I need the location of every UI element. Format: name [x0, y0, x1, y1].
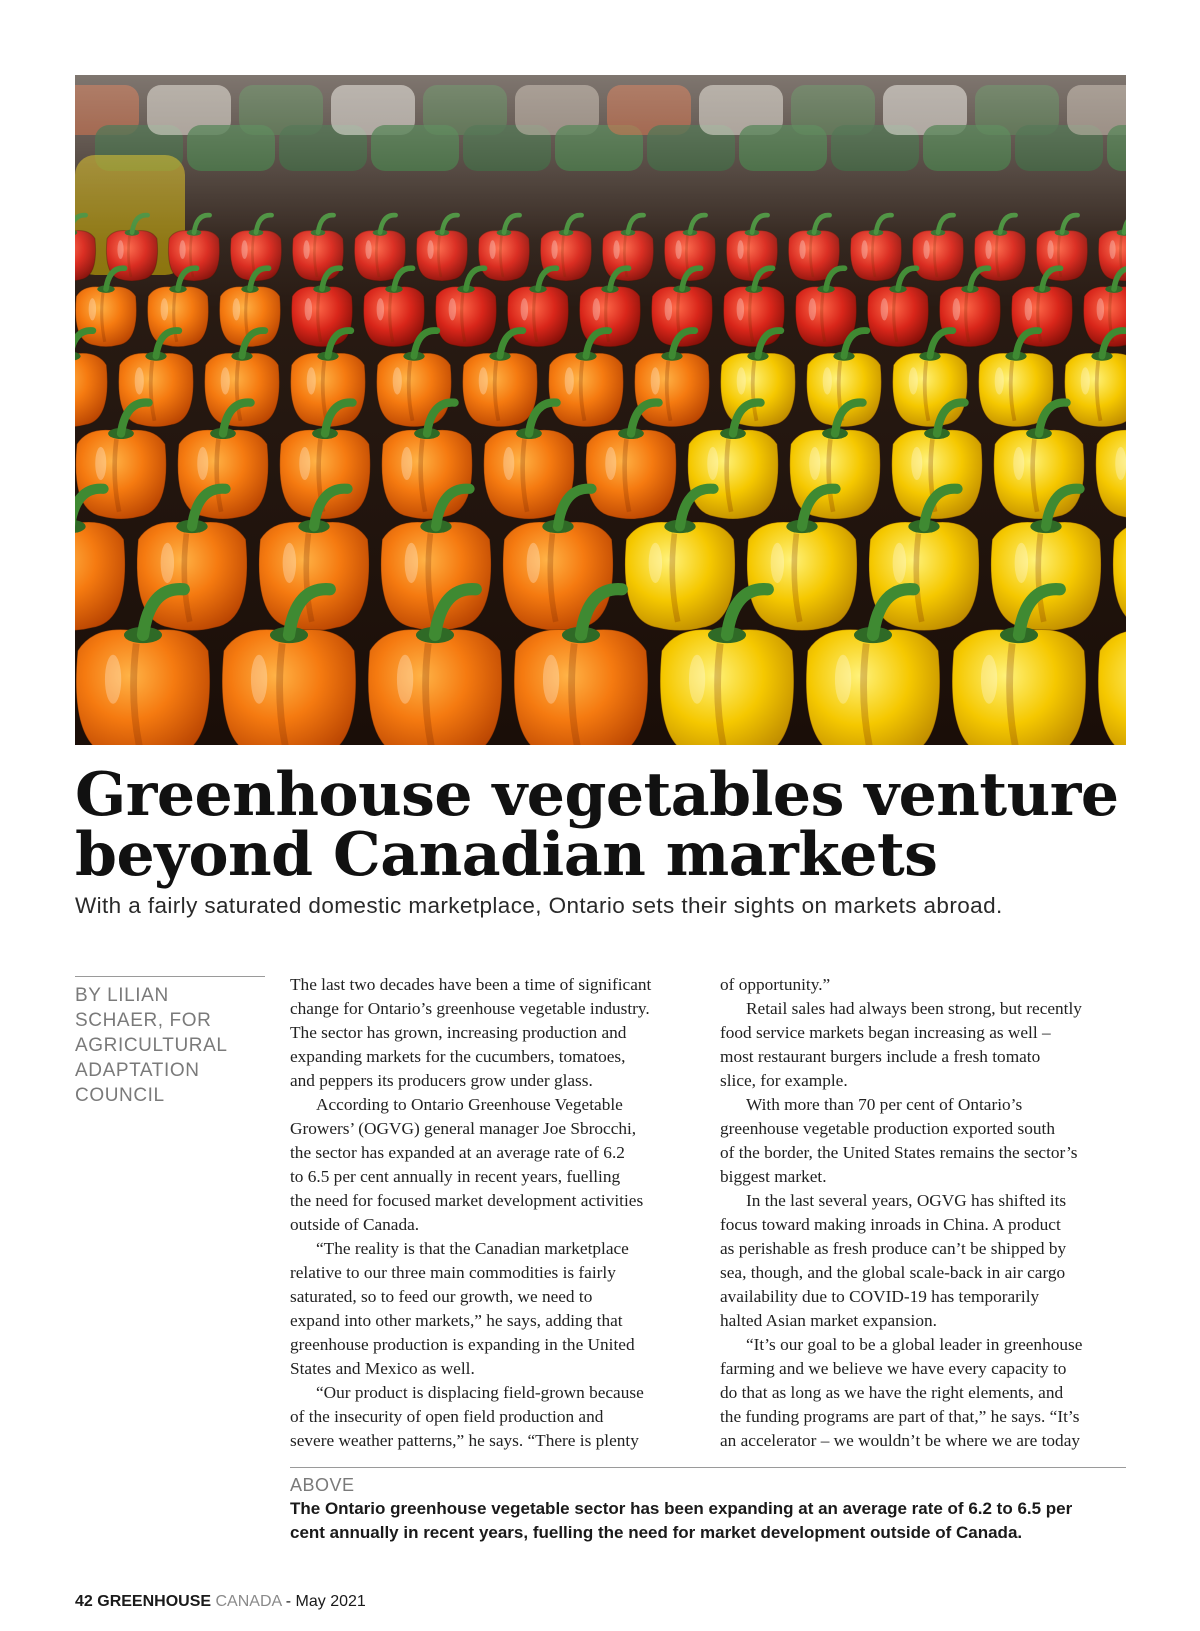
body-line: most restaurant burgers include a fresh tomato: [720, 1047, 1041, 1066]
byline-line: SCHAER, FOR: [75, 1010, 212, 1031]
byline-line: AGRICULTURAL: [75, 1035, 228, 1056]
body-column-1: [290, 973, 700, 1453]
photo-caption: [290, 1497, 1130, 1545]
body-line: of the insecurity of open field production and: [290, 1407, 604, 1426]
body-line: expand into other markets,” he says, adding that: [290, 1311, 623, 1330]
byline-line: BY LILIAN: [75, 985, 169, 1006]
body-line: The last two decades have been a time of significant: [290, 975, 652, 994]
body-line: “It’s our goal to be a global leader in greenhouse: [746, 1335, 1083, 1354]
body-line: an accelerator – we wouldn’t be where we are today: [720, 1431, 1081, 1450]
caption-line-1: The Ontario greenhouse vegetable sector has been expanding at an average rate of 6.2 to 6.5 per: [290, 1499, 1073, 1518]
body-line: food service markets began increasing as well –: [720, 1023, 1051, 1042]
headline-line-1: Greenhouse vegetables venture: [75, 760, 1119, 830]
byline-line: ADAPTATION: [75, 1060, 200, 1081]
body-line: greenhouse production is expanding in the United: [290, 1335, 635, 1354]
caption-divider: [290, 1467, 1126, 1468]
body-line: saturated, so to feed our growth, we need to: [290, 1287, 593, 1306]
peppers-image: [75, 75, 1126, 745]
body-line: as perishable as fresh produce can’t be shipped by: [720, 1239, 1067, 1258]
body-line: According to Ontario Greenhouse Vegetable: [316, 1095, 623, 1114]
body-line: change for Ontario’s greenhouse vegetable industry.: [290, 999, 650, 1018]
body-line: Retail sales had always been strong, but recently: [746, 999, 1082, 1018]
footer-separator: -: [285, 1593, 292, 1610]
byline-divider: [75, 976, 265, 977]
body-line: do that as long as we have the right elements, and: [720, 1383, 1064, 1402]
page-footer: [75, 1591, 366, 1613]
body-line: Growers’ (OGVG) general manager Joe Sbrocchi,: [290, 1119, 637, 1138]
body-line: halted Asian market expansion.: [720, 1311, 937, 1330]
magazine-name: GREENHOUSE: [97, 1593, 212, 1610]
body-line: the sector has expanded at an average rate of 6.2: [290, 1143, 625, 1162]
body-line: of the border, the United States remains the sector’s: [720, 1143, 1078, 1162]
body-line: availability due to COVID-19 has temporarily: [720, 1287, 1040, 1306]
body-column-2: [720, 973, 1130, 1453]
body-line: sea, though, and the global scale-back in air cargo: [720, 1263, 1066, 1282]
body-line: greenhouse vegetable production exported south: [720, 1119, 1055, 1138]
body-line: The sector has grown, increasing production and: [290, 1023, 627, 1042]
caption-line-2: cent annually in recent years, fuelling the need for market development outside of Canada.: [290, 1523, 1023, 1542]
article-deck: With a fairly saturated domestic marketplace, Ontario sets their sights on markets abroad.: [75, 893, 1003, 918]
issue-date: May 2021: [295, 1593, 366, 1610]
article-headline: [75, 760, 1135, 890]
body-line: and peppers its producers grow under glass.: [290, 1071, 593, 1090]
byline-line: COUNCIL: [75, 1085, 165, 1106]
body-line: the need for focused market development activities: [290, 1191, 644, 1210]
body-line: severe weather patterns,” he says. “There is plenty: [290, 1431, 639, 1450]
body-line: outside of Canada.: [290, 1215, 420, 1234]
body-line: expanding markets for the cucumbers, tomatoes,: [290, 1047, 626, 1066]
body-line: farming and we believe we have every capacity to: [720, 1359, 1067, 1378]
body-line: With more than 70 per cent of Ontario’s: [746, 1095, 1023, 1114]
body-line: biggest market.: [720, 1167, 827, 1186]
body-line: focus toward making inroads in China. A product: [720, 1215, 1061, 1234]
body-line: slice, for example.: [720, 1071, 848, 1090]
body-line: to 6.5 per cent annually in recent years, fuelling: [290, 1167, 621, 1186]
headline-line-2: beyond Canadian markets: [75, 820, 938, 890]
body-line: the funding programs are part of that,” he says. “It’s: [720, 1407, 1080, 1426]
body-line: relative to our three main commodities is fairly: [290, 1263, 616, 1282]
hero-photo: [75, 75, 1126, 745]
body-line: States and Mexico as well.: [290, 1359, 475, 1378]
body-line: of opportunity.”: [720, 975, 831, 994]
byline: [75, 983, 265, 1108]
caption-label: ABOVE: [290, 1475, 355, 1495]
body-line: “Our product is displacing field-grown because: [316, 1383, 644, 1402]
magazine-name-light: CANADA: [215, 1593, 282, 1610]
body-line: In the last several years, OGVG has shifted its: [746, 1191, 1067, 1210]
body-line: “The reality is that the Canadian marketplace: [316, 1239, 629, 1258]
page-number: 42: [75, 1593, 93, 1610]
